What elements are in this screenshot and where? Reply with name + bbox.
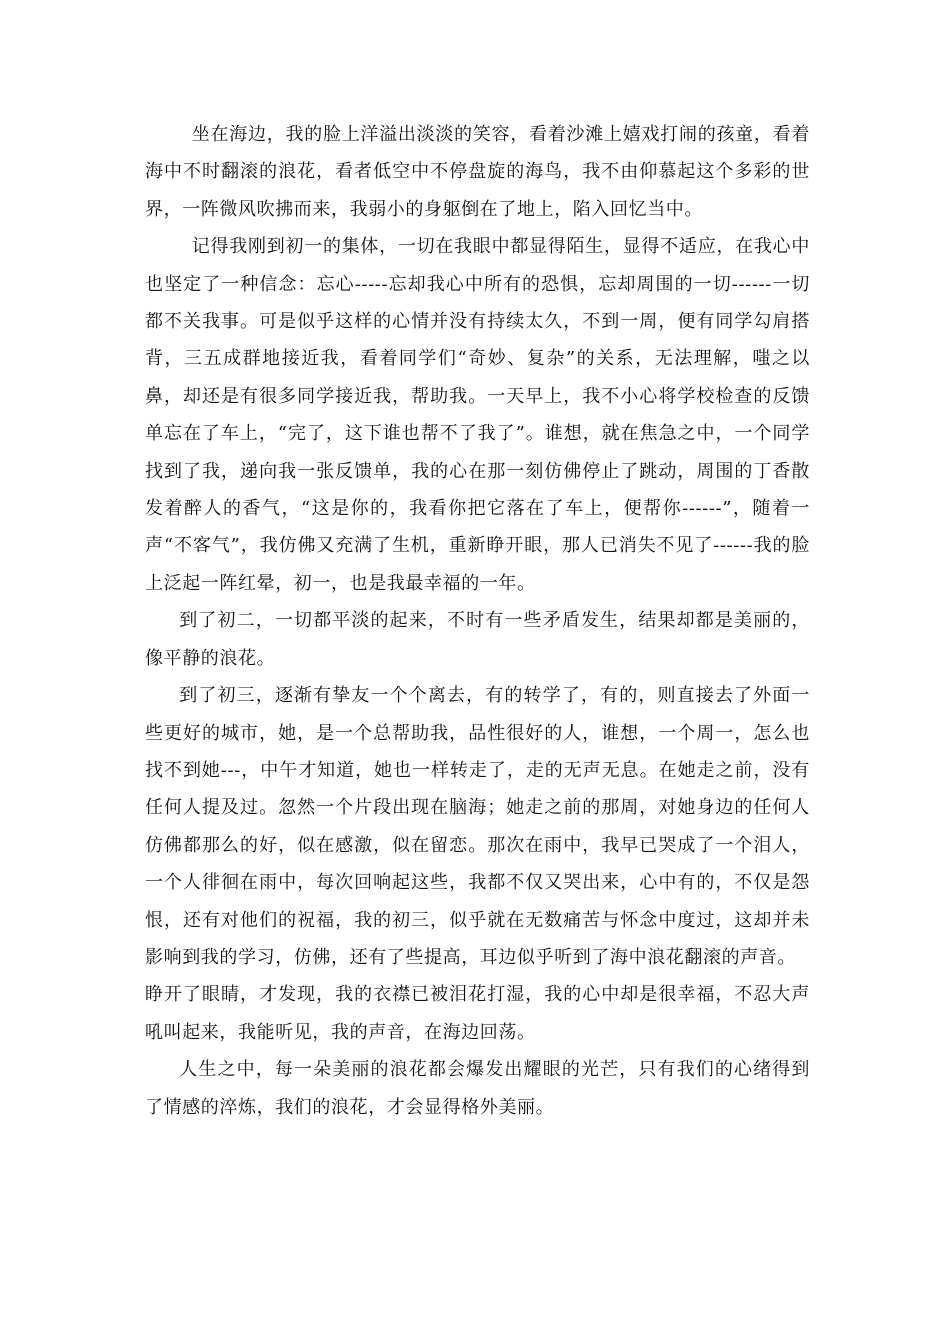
paragraph-seaside-opening: 坐在海边，我的脸上洋溢出淡淡的笑容，看着沙滩上嬉戏打闹的孩童，看着海中不时翻滚的浪花，看者低空中不停盘旋的海鸟，我不由仰慕起这个多彩的世界，一阵微风吹拂而来，我弱小的身躯倒在了地上，陷入回忆当中。 — [145, 124, 810, 220]
paragraph-awakening: 睁开了眼睛，才发现，我的衣襟已被泪花打湿，我的心中却是很幸福，不忍大声吼叫起来，我能听见，我的声音，在海边回荡。 — [145, 984, 810, 1043]
paragraph-first-year: 记得我刚到初一的集体，一切在我眼中都显得陌生，显得不适应，在我心中也坚定了一种信念：忘心-----忘却我心中所有的恐惧，忘却周围的一切------一切都不关我事。可是似乎这样的心情并没有持续太久，不到一周，便有同学勾肩搭背，三五成群地接近我，看着同学们“奇妙、复杂”的关系，无法理解，嗤之以鼻，却还是有很多同学接近我，帮助我。一天早上，我不小心将学校检查的反馈单忘在了车上，“完了，这下谁也帮不了我了”。谁想，就在焦急之中，一个同学找到了我，递向我一张反馈单，我的心在那一刻仿佛停止了跳动，周围的丁香散发着醉人的香气，“这是你的，我看你把它落在了车上，便帮你------”，随着一声“不客气”，我仿佛又充满了生机，重新睁开眼，那人已消失不见了------我的脸上泛起一阵红晕，初一，也是我最幸福的一年。 — [145, 236, 810, 594]
paragraph-conclusion: 人生之中，每一朵美丽的浪花都会爆发出耀眼的光芒，只有我们的心绪得到了情感的淬炼，我们的浪花，才会显得格外美丽。 — [145, 1059, 810, 1118]
essay-body — [145, 116, 810, 1126]
paragraph-third-year: 到了初三，逐渐有挚友一个个离去，有的转学了，有的，则直接去了外面一些更好的城市，她，是一个总帮助我，品性很好的人，谁想，一个周一，怎么也找不到她---，中午才知道，她也一样转走了，走的无声无息。在她走之前，没有任何人提及过。忽然一个片段出现在脑海；她走之前的那周，对她身边的任何人仿佛都那么的好，似在感激，似在留恋。那次在雨中，我早已哭成了一个泪人，一个人徘徊在雨中，每次回响起这些，我都不仅又哭出来，心中有的，不仅是怨恨，还有对他们的祝福，我的初三，似乎就在无数痛苦与怀念中度过，这却并未影响到我的学习，仿佛，还有了些提高，耳边似乎听到了海中浪花翻滚的声音。 — [145, 685, 810, 968]
paragraph-second-year: 到了初二，一切都平淡的起来，不时有一些矛盾发生，结果却都是美丽的，像平静的浪花。 — [145, 610, 810, 669]
